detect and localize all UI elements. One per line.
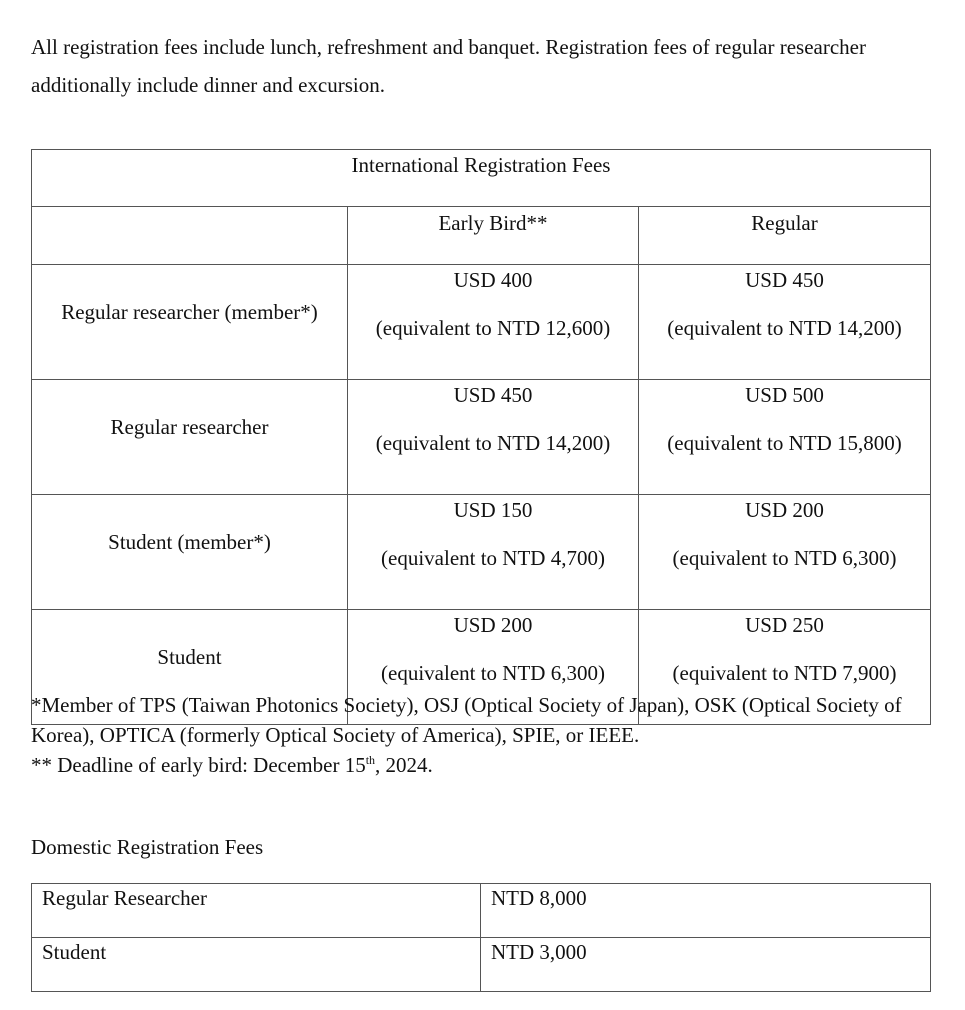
deadline-text: ** Deadline of early bird: December 15 [31,753,366,777]
deadline-year: , 2024. [375,753,433,777]
early-bird-fee-cell [348,495,639,610]
column-header-early-bird: Early Bird** [348,207,639,265]
ntd-equivalent: (equivalent to NTD 6,300) [381,661,605,685]
domestic-fees-title: Domestic Registration Fees [31,835,264,859]
early-bird-fee-cell [348,380,639,495]
usd-fee: USD 200 [453,613,533,637]
row-label: Student [32,938,481,992]
table-row [32,884,931,938]
table-row [32,265,931,380]
usd-fee: USD 500 [745,383,824,407]
ntd-equivalent: (equivalent to NTD 14,200) [667,316,902,340]
regular-fee-cell [639,265,931,380]
usd-fee: USD 450 [745,268,824,292]
row-label: Regular Researcher [32,884,481,938]
ntd-equivalent: (equivalent to NTD 12,600) [375,316,611,340]
ntd-equivalent: (equivalent to NTD 4,700) [381,546,605,570]
regular-fee-cell [639,380,931,495]
ntd-equivalent: (equivalent to NTD 15,800) [667,431,902,455]
ntd-equivalent: (equivalent to NTD 6,300) [672,546,897,570]
usd-fee: USD 200 [745,498,824,522]
international-fees-title: International Registration Fees [32,150,931,207]
row-label: Regular researcher [32,380,348,495]
fee-value: NTD 3,000 [481,938,931,992]
row-label: Student [32,610,348,725]
table-row [32,380,931,495]
header-empty-cell [32,207,348,265]
member-footnote: *Member of TPS (Taiwan Photonics Society), OSJ (Optical Society of Japan), OSK (Optical Society of Korea), OPTICA (formerly Optical Society of America), SPIE, or IEEE. [31,693,902,747]
early-bird-fee-cell [348,265,639,380]
international-fees-table [31,149,931,725]
ntd-equivalent: (equivalent to NTD 7,900) [672,661,897,685]
deadline-footnote [31,750,931,780]
footnotes [31,690,931,780]
row-label: Student (member*) [32,495,348,610]
ntd-equivalent: (equivalent to NTD 14,200) [375,431,611,455]
fee-value: NTD 8,000 [481,884,931,938]
regular-fee-cell [639,495,931,610]
row-label: Regular researcher (member*) [32,265,348,380]
usd-fee: USD 450 [453,383,533,407]
table-row [32,495,931,610]
ordinal-suffix: th [365,753,376,767]
table-row [32,938,931,992]
column-header-regular: Regular [639,207,931,265]
usd-fee: USD 150 [453,498,533,522]
usd-fee: USD 250 [745,613,824,637]
usd-fee: USD 400 [453,268,533,292]
intro-paragraph: All registration fees include lunch, refreshment and banquet. Registration fees of regular researcher additionally include dinner and excursion. [31,35,866,97]
domestic-fees-table [31,883,931,992]
